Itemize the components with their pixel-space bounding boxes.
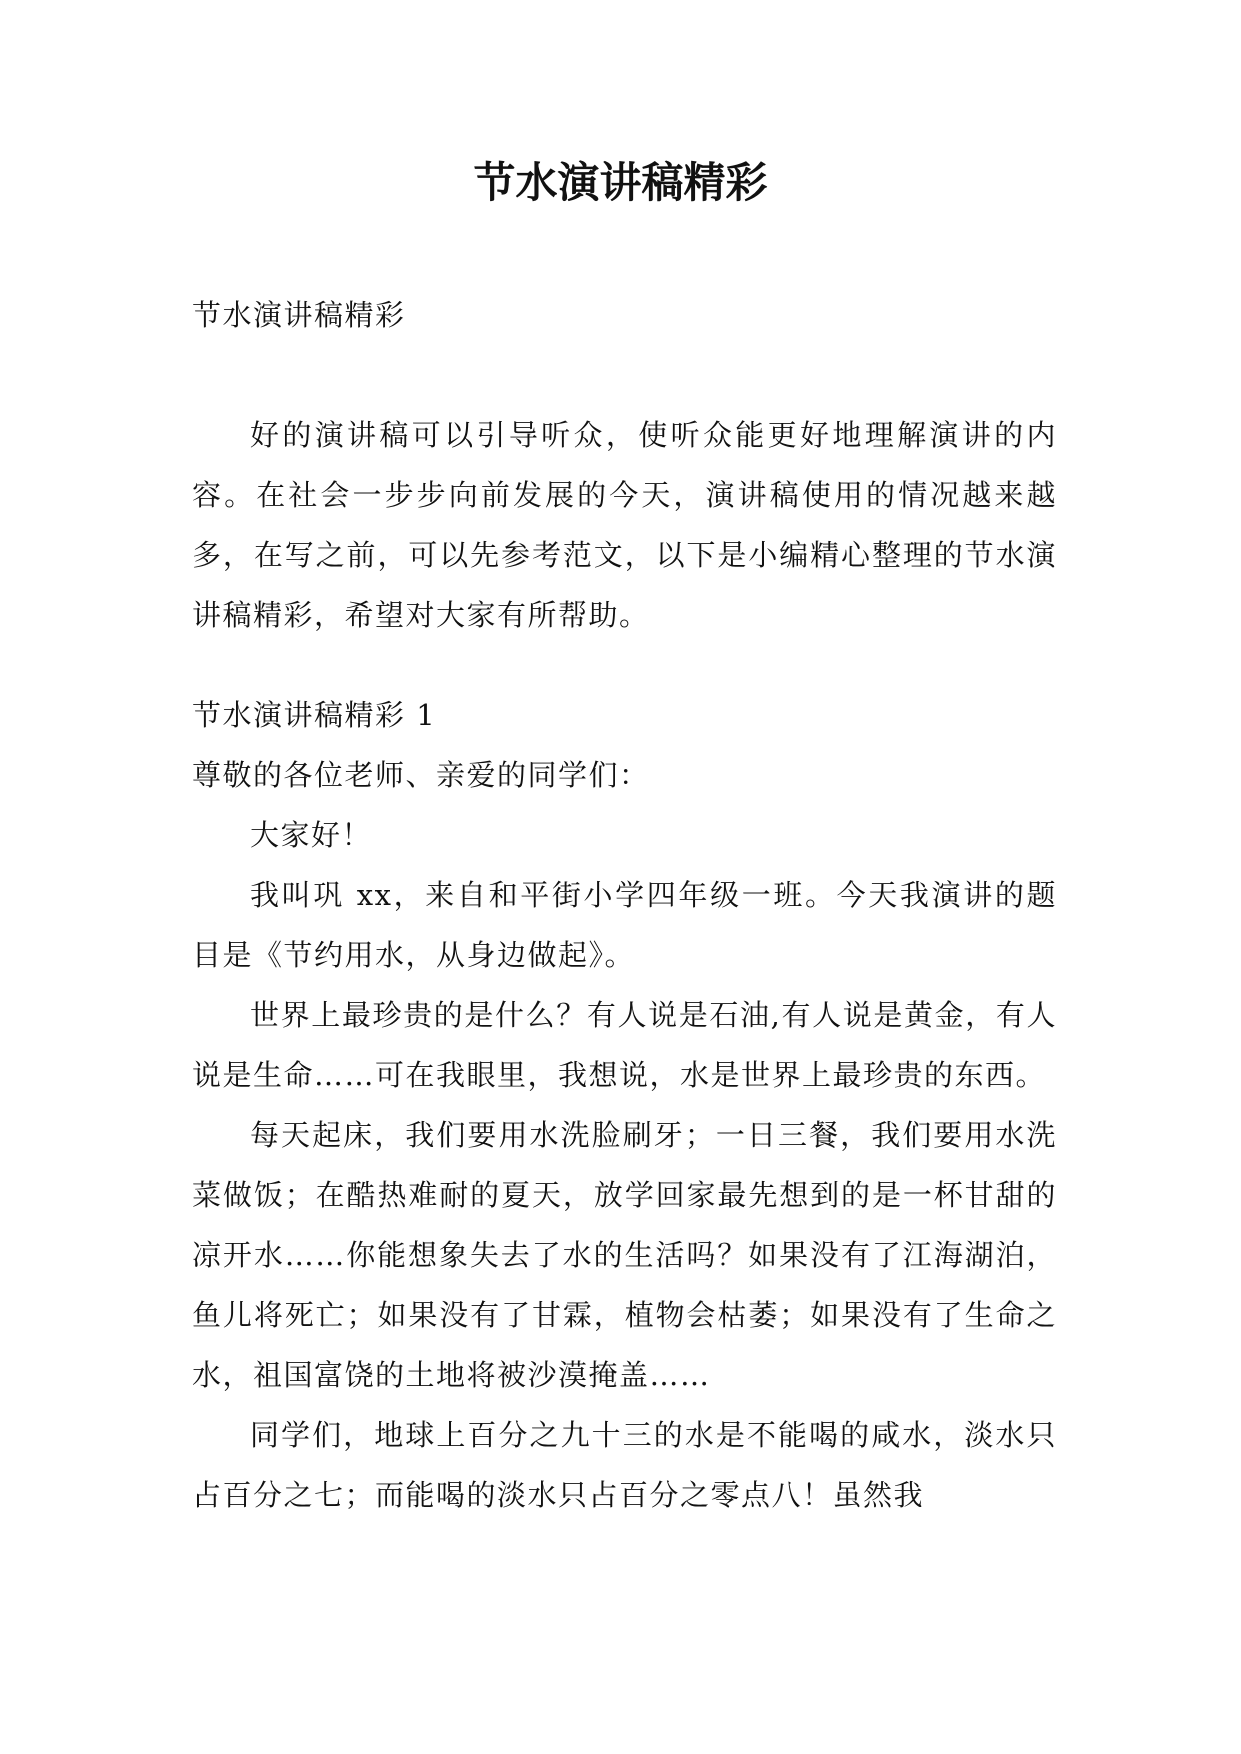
speech-paragraph: 我叫巩 xx，来自和平街小学四年级一班。今天我演讲的题目是《节约用水，从身边做起》。 <box>192 878 1057 972</box>
speech-block <box>192 685 1057 1525</box>
section-heading: 节水演讲稿精彩 1 <box>192 698 437 732</box>
document-title: 节水演讲稿精彩 <box>473 158 768 207</box>
speech-paragraph: 同学们，地球上百分之九十三的水是不能喝的咸水，淡水只占百分之七；而能喝的淡水只占百分之零点八！虽然我 <box>192 1418 1057 1512</box>
salutation: 尊敬的各位老师、亲爱的同学们： <box>192 758 650 792</box>
intro-block <box>192 405 1057 645</box>
document-subtitle: 节水演讲稿精彩 <box>192 298 406 332</box>
speech-paragraph: 大家好！ <box>250 818 373 852</box>
intro-paragraph: 好的演讲稿可以引导听众，使听众能更好地理解演讲的内容。在社会一步步向前发展的今天，演讲稿使用的情况越来越多，在写之前，可以先参考范文，以下是小编精心整理的节水演讲稿精彩，希望对大家有所帮助。 <box>192 418 1057 632</box>
speech-paragraph: 每天起床，我们要用水洗脸刷牙；一日三餐，我们要用水洗菜做饭；在酷热难耐的夏天，放学回家最先想到的是一杯甘甜的凉开水……你能想象失去了水的生活吗？如果没有了江海湖泊，鱼儿将死亡；如果没有了甘霖，植物会枯萎；如果没有了生命之水，祖国富饶的土地将被沙漠掩盖…… <box>192 1118 1057 1392</box>
speech-paragraph: 世界上最珍贵的是什么？有人说是石油,有人说是黄金，有人说是生命……可在我眼里，我想说，水是世界上最珍贵的东西。 <box>192 998 1057 1092</box>
